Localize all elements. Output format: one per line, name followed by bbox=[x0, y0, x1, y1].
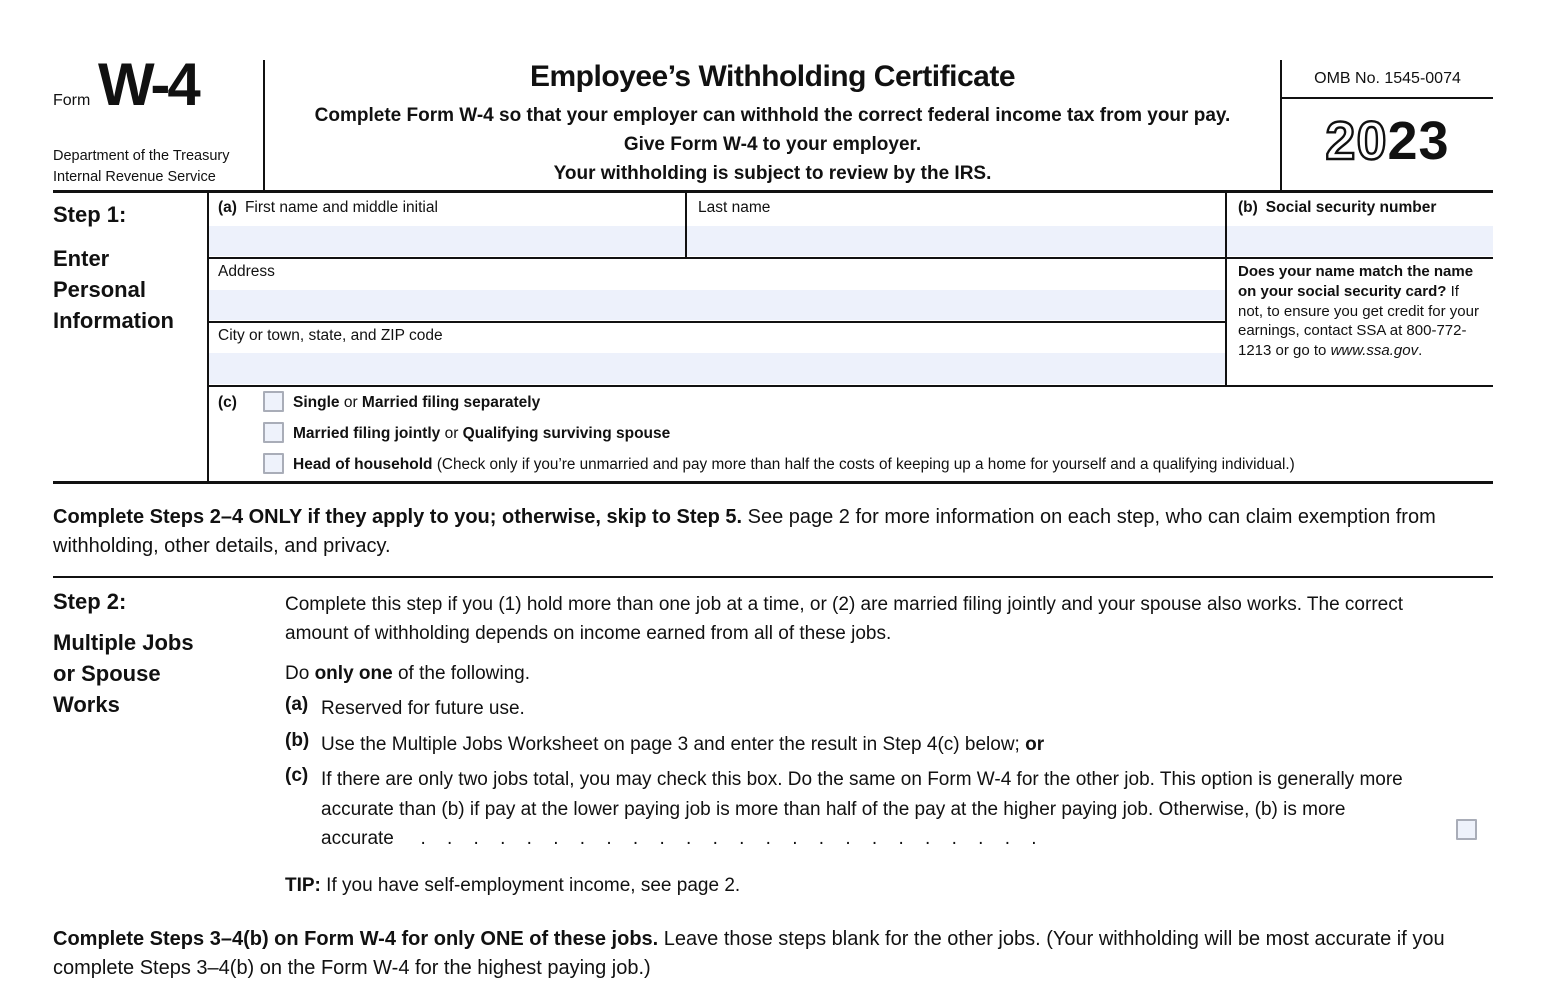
step2-intro: Complete this step if you (1) hold more than one job at a time, or (2) are married filing jointly and your spouse also works. The correct amount of withholding depends on income earned from all of these jobs. bbox=[285, 594, 1404, 644]
first-name-input[interactable] bbox=[209, 226, 685, 256]
steps-3-4b-note: Complete Steps 3–4(b) on Form W-4 for only ONE of these jobs. Leave those steps blank for the other jobs. (Your withholding will be most accurate if you complete Steps 3–4(b) on the Form W-4 for the highest paying job.) bbox=[53, 928, 1445, 979]
checkbox-head-of-household[interactable] bbox=[263, 453, 284, 474]
address-label: Address bbox=[218, 263, 275, 280]
address-input[interactable] bbox=[209, 290, 1225, 320]
header-rule bbox=[53, 190, 1493, 193]
tax-year bbox=[1282, 110, 1493, 172]
agency-line2: Internal Revenue Service bbox=[53, 169, 216, 185]
omb-number: OMB No. 1545-0074 bbox=[1314, 70, 1461, 87]
step2-top-rule bbox=[53, 576, 1493, 578]
step2-sublabel: Multiple Jobs or Spouse Works bbox=[53, 630, 194, 717]
step2-item-b-text: Use the Multiple Jobs Worksheet on page 3 and enter the result in Step 4(c) below; or bbox=[321, 734, 1045, 755]
ssa-name-match-note: Does your name match the name on your social security card? If not, to ensure you get credit for your earnings, contact SSA at 800-772-1213 or go to www.ssa.gov. bbox=[1238, 263, 1479, 360]
agency-line1: Department of the Treasury bbox=[53, 148, 230, 164]
city-label: City or town, state, and ZIP code bbox=[218, 327, 443, 344]
step2-label: Step 2: bbox=[53, 589, 127, 614]
step2-item-b-prefix: (b) bbox=[285, 730, 310, 751]
row-divider-2 bbox=[207, 321, 1225, 323]
form-subtitle-2: Give Form W-4 to your employer. bbox=[623, 134, 922, 155]
first-name-label: (a) First name and middle initial bbox=[218, 199, 438, 216]
step2-item-a-prefix: (a) bbox=[285, 694, 309, 715]
step1-bottom-rule bbox=[53, 481, 1493, 484]
step2-tip: TIP: If you have self-employment income, see page 2. bbox=[285, 875, 741, 896]
filing-status-option-3: Head of household (Check only if you’re unmarried and pay more than half the costs of keeping up a home for yourself and a qualifying individual.) bbox=[293, 456, 1295, 473]
checkbox-single-or-mfs[interactable] bbox=[263, 391, 284, 412]
step2-do-only-one: Do only one of the following. bbox=[285, 663, 531, 684]
agency-block bbox=[53, 146, 230, 188]
omb-underline bbox=[1280, 97, 1493, 99]
filing-status-prefix: (c) bbox=[218, 394, 237, 411]
form-subtitle-1: Complete Form W-4 so that your employer can withhold the correct federal income tax from your pay. bbox=[314, 105, 1231, 126]
ssn-input[interactable] bbox=[1227, 226, 1493, 256]
form-title: Employee’s Withholding Certificate bbox=[529, 60, 1016, 93]
checkbox-mfj-or-qss[interactable] bbox=[263, 422, 284, 443]
step1-sublabel: Enter Personal Information bbox=[53, 246, 174, 333]
form-word: Form bbox=[53, 92, 91, 109]
row-divider-1 bbox=[207, 257, 1493, 259]
step1-label: Step 1: bbox=[53, 202, 127, 227]
tax-year-outline: 20 bbox=[1325, 111, 1388, 171]
city-input[interactable] bbox=[209, 353, 1225, 384]
step2-item-a-text: Reserved for future use. bbox=[321, 698, 525, 719]
step2-item-c-text: If there are only two jobs total, you may check this box. Do the same on Form W-4 for the other job. This option is generally more accurate than (b) if pay at the lower paying job is more than half of the pay at the higher paying job. Otherwise, (b) is more accurate . . . . . . . . . . . . . . . . . . . . . . . . bbox=[321, 769, 1403, 849]
last-name-input[interactable] bbox=[687, 226, 1225, 256]
row-divider-3 bbox=[207, 385, 1493, 387]
filing-status-option-2: Married filing jointly or Qualifying surviving spouse bbox=[293, 425, 671, 442]
tax-year-solid: 23 bbox=[1387, 111, 1450, 171]
checkbox-two-jobs[interactable] bbox=[1456, 819, 1477, 840]
ssn-label: (b) Social security number bbox=[1238, 199, 1437, 216]
form-number: W-4 bbox=[98, 51, 198, 118]
filing-status-option-1: Single or Married filing separately bbox=[293, 394, 541, 411]
form-subtitle-3: Your withholding is subject to review by the IRS. bbox=[553, 163, 992, 184]
dot-leader bbox=[394, 828, 421, 849]
steps-2-4-note: Complete Steps 2–4 ONLY if they apply to you; otherwise, skip to Step 5. See page 2 for more information on each step, who can claim exemption from withholding, other details, and privacy. bbox=[53, 506, 1436, 557]
ssn-column-divider bbox=[1225, 192, 1227, 386]
step2-item-c-prefix: (c) bbox=[285, 765, 309, 786]
last-name-label: Last name bbox=[698, 199, 771, 216]
